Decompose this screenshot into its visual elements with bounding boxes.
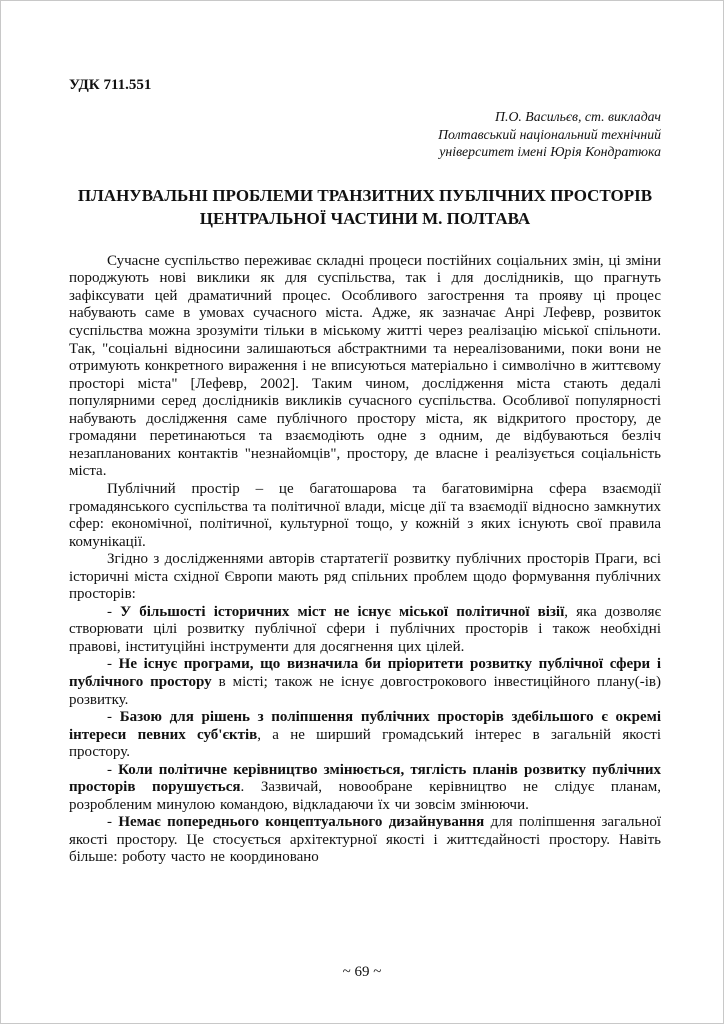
author-block	[69, 108, 661, 161]
bullet-bold-text: У більшості історичних міст не існує міської політичної візії	[120, 603, 565, 620]
paragraph-intro: Сучасне суспільство переживає складні процеси постійних соціальних змін, ці зміни породжують нові виклики як для суспільства, так і для дослідників, що прагнуть зафіксувати цей драматичний процес. Особливого загострення та прояву ці процес набувають саме в умовах сучасного міста. Адже, як зазначає Анрі Лефевр, розвиток суспільства можна зрозуміти тільки в міському житті через реалізацію міської спільноти. Так, "соціальні відносини залишаються абстрактними та нереалізованими, поки вони не отримують конкретного вираження і не вписуються матеріально і символічно в життєвому просторі міста" [Лефевр, 2002]. Таким чином, дослідження міста стають дедалі популярними серед дослідників викликів сучасного суспільства. Особливої популярності набувають дослідження саме публічного простору міста, як відкритого простору, де громадяни перетинаються та взаємодіють одне з одним, де відбуваються безліч незапланованих контактів "незнайомців", простору, де власне і реалізується соціальність міста.	[69, 252, 661, 480]
bullet-paragraph-2	[69, 656, 661, 709]
bullet-rest-text: , яка дозволяє створювати цілі розвитку публічної сфери і публічних просторів і також необхідні правові, інституційні інструменти для досягнення цих цілей.	[69, 603, 662, 655]
bullet-dash: -	[107, 814, 119, 831]
bullet-rest-text: . Зазвичай, новообране керівництво не слідує планам, розробленим минулою командою, відкладаючи їх чи зовсім змінюючи.	[69, 779, 661, 813]
bullet-bold-text: Немає попереднього концептуального дизайнування	[118, 814, 485, 831]
bullet-paragraph-4	[69, 762, 661, 815]
bullet-dash: -	[107, 761, 119, 778]
bullet-bold-text: Не існує програми, що визначила би пріоритети розвитку публічної сфери і публічного простору	[69, 656, 661, 690]
bullet-rest-text: для поліпшення загальної якості простору. Це стосується архітектурної якості і життєдайності простору. Навіть більше: роботу часто не координовано	[69, 814, 662, 866]
bullet-dash: -	[107, 603, 121, 620]
bullet-dash: -	[107, 656, 119, 673]
bullet-bold-text: Базою для рішень з поліпшення публічних просторів здебільшого є окремі інтереси певних суб'єктів	[69, 709, 662, 743]
bullet-paragraph-3	[69, 709, 661, 762]
page-number: ~ 69 ~	[342, 964, 382, 980]
bullet-paragraph-5	[69, 814, 661, 867]
author-line: П.О. Васильєв, ст. викладач	[495, 109, 661, 124]
paragraph-prague-study: Згідно з дослідженнями авторів стартатегії розвитку публічних просторів Праги, всі історичні міста східної Європи мають ряд спільних проблем щодо формування публічних просторів:	[69, 551, 661, 603]
affiliation-line-2: університет імені Юрія Кондратюка	[439, 144, 661, 160]
bullet-dash: -	[107, 709, 120, 726]
paragraph-definition: Публічний простір – це багатошарова та багатовимірна сфера взаємодії громадянського суспільства та політичної влади, місце дії та взаємодії відносно замкнутих сфер: економічної, політичної, культурної тощо, у кожній з яких існують свої правила комунікації.	[69, 480, 661, 550]
bullet-paragraph-1	[69, 604, 661, 657]
bullet-rest-text: в місті; також не існує довгострокового інвестиційного плану(-ів) розвитку.	[69, 673, 661, 708]
bullet-rest-text: , а не ширший громадський інтерес в загальній якості простору.	[69, 726, 662, 761]
bullet-bold-text: Коли політичне керівництво змінюється, тяглість планів розвитку публічних просторів порушується	[69, 761, 661, 796]
paper-title: ПЛАНУВАЛЬНІ ПРОБЛЕМИ ТРАНЗИТНИХ ПУБЛІЧНИХ ПРОСТОРІВ ЦЕНТРАЛЬНОЇ ЧАСТИНИ М. ПОЛТАВА	[77, 185, 653, 228]
affiliation-line-1: Полтавський національний технічний	[438, 126, 661, 142]
udc-code: УДК 711.551	[69, 77, 152, 93]
